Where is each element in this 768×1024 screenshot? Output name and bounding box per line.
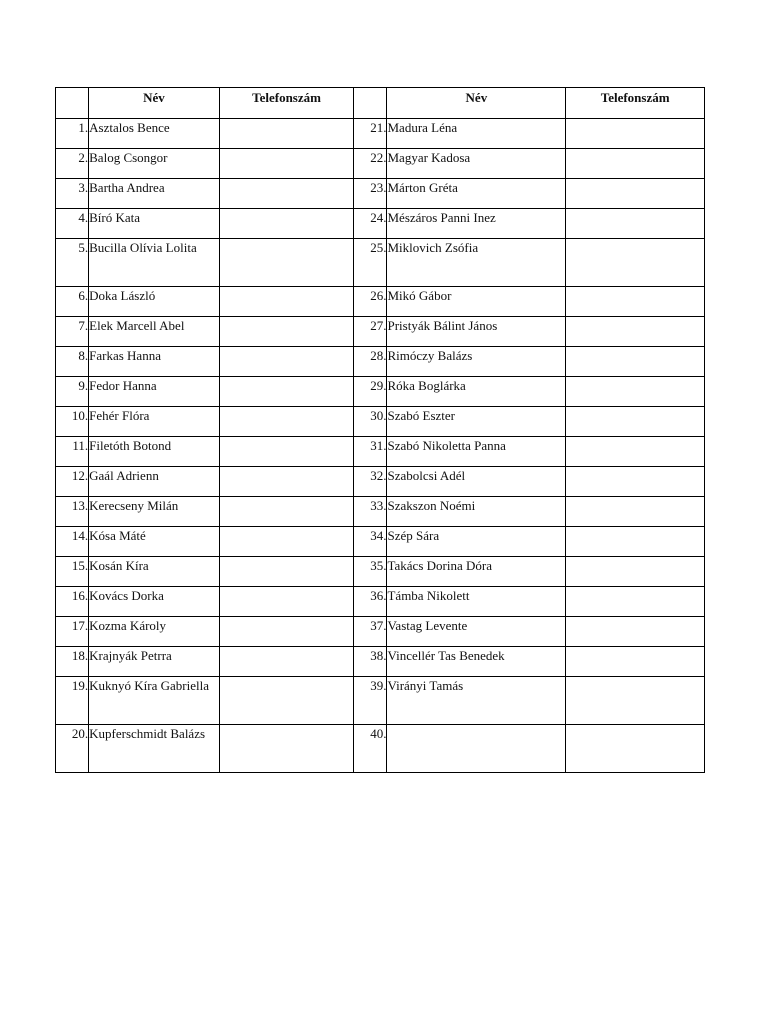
student-name-right: Rimóczy Balázs bbox=[387, 347, 566, 377]
student-name-left: Krajnyák Petrra bbox=[89, 647, 220, 677]
row-number-right: 32. bbox=[354, 467, 387, 497]
student-name-right: Magyar Kadosa bbox=[387, 149, 566, 179]
phone-cell-right bbox=[566, 179, 705, 209]
phone-cell-left bbox=[219, 557, 354, 587]
row-number-right: 23. bbox=[354, 179, 387, 209]
row-number-right: 31. bbox=[354, 437, 387, 467]
table-row bbox=[56, 287, 705, 317]
phone-cell-left bbox=[219, 497, 354, 527]
phone-cell-left bbox=[219, 209, 354, 239]
row-number-right: 38. bbox=[354, 647, 387, 677]
student-name-right: Virányi Tamás bbox=[387, 677, 566, 725]
row-number-left: 5. bbox=[56, 239, 89, 287]
student-name-right bbox=[387, 725, 566, 773]
student-name-right: Vastag Levente bbox=[387, 617, 566, 647]
row-number-right: 26. bbox=[354, 287, 387, 317]
header-name-right: Név bbox=[387, 88, 566, 119]
row-number-left: 19. bbox=[56, 677, 89, 725]
row-number-left: 8. bbox=[56, 347, 89, 377]
row-number-right: 30. bbox=[354, 407, 387, 437]
student-name-left: Gaál Adrienn bbox=[89, 467, 220, 497]
header-name-left: Név bbox=[89, 88, 220, 119]
phone-cell-right bbox=[566, 287, 705, 317]
student-name-right: Szabolcsi Adél bbox=[387, 467, 566, 497]
table-row bbox=[56, 587, 705, 617]
header-row bbox=[56, 88, 705, 119]
row-number-left: 4. bbox=[56, 209, 89, 239]
row-number-right: 28. bbox=[354, 347, 387, 377]
phone-cell-left bbox=[219, 587, 354, 617]
table-row bbox=[56, 677, 705, 725]
header-number-left bbox=[56, 88, 89, 119]
phone-cell-left bbox=[219, 437, 354, 467]
student-name-right: Takács Dorina Dóra bbox=[387, 557, 566, 587]
phone-cell-right bbox=[566, 149, 705, 179]
row-number-left: 12. bbox=[56, 467, 89, 497]
phone-cell-right bbox=[566, 497, 705, 527]
phone-cell-left bbox=[219, 467, 354, 497]
phone-cell-right bbox=[566, 527, 705, 557]
student-name-left: Kovács Dorka bbox=[89, 587, 220, 617]
phone-cell-right bbox=[566, 677, 705, 725]
row-number-left: 3. bbox=[56, 179, 89, 209]
student-name-left: Bucilla Olívia Lolita bbox=[89, 239, 220, 287]
row-number-left: 15. bbox=[56, 557, 89, 587]
student-name-right: Szabó Eszter bbox=[387, 407, 566, 437]
student-name-right: Szép Sára bbox=[387, 527, 566, 557]
row-number-right: 29. bbox=[354, 377, 387, 407]
table-row bbox=[56, 377, 705, 407]
phone-cell-right bbox=[566, 317, 705, 347]
student-name-left: Asztalos Bence bbox=[89, 119, 220, 149]
row-number-left: 13. bbox=[56, 497, 89, 527]
row-number-left: 14. bbox=[56, 527, 89, 557]
row-number-left: 7. bbox=[56, 317, 89, 347]
phone-cell-right bbox=[566, 647, 705, 677]
table-row bbox=[56, 527, 705, 557]
student-name-left: Kupferschmidt Balázs bbox=[89, 725, 220, 773]
phone-cell-left bbox=[219, 239, 354, 287]
header-number-right bbox=[354, 88, 387, 119]
phone-cell-left bbox=[219, 119, 354, 149]
student-name-right: Mészáros Panni Inez bbox=[387, 209, 566, 239]
row-number-left: 11. bbox=[56, 437, 89, 467]
phone-cell-right bbox=[566, 209, 705, 239]
class-roster-table bbox=[55, 87, 705, 773]
phone-cell-right bbox=[566, 119, 705, 149]
row-number-right: 33. bbox=[354, 497, 387, 527]
phone-cell-right bbox=[566, 377, 705, 407]
student-name-left: Doka László bbox=[89, 287, 220, 317]
row-number-right: 25. bbox=[354, 239, 387, 287]
table-row bbox=[56, 617, 705, 647]
row-number-left: 17. bbox=[56, 617, 89, 647]
table-row bbox=[56, 317, 705, 347]
table-row bbox=[56, 239, 705, 287]
phone-cell-right bbox=[566, 725, 705, 773]
student-name-right: Vincellér Tas Benedek bbox=[387, 647, 566, 677]
student-name-left: Kozma Károly bbox=[89, 617, 220, 647]
row-number-left: 10. bbox=[56, 407, 89, 437]
phone-cell-left bbox=[219, 179, 354, 209]
student-name-right: Mikó Gábor bbox=[387, 287, 566, 317]
student-name-left: Balog Csongor bbox=[89, 149, 220, 179]
student-name-left: Elek Marcell Abel bbox=[89, 317, 220, 347]
row-number-left: 2. bbox=[56, 149, 89, 179]
phone-cell-left bbox=[219, 377, 354, 407]
row-number-right: 37. bbox=[354, 617, 387, 647]
student-name-right: Pristyák Bálint János bbox=[387, 317, 566, 347]
row-number-left: 1. bbox=[56, 119, 89, 149]
phone-cell-right bbox=[566, 617, 705, 647]
row-number-left: 6. bbox=[56, 287, 89, 317]
student-name-left: Fehér Flóra bbox=[89, 407, 220, 437]
phone-cell-left bbox=[219, 527, 354, 557]
table-row bbox=[56, 119, 705, 149]
student-name-right: Szakszon Noémi bbox=[387, 497, 566, 527]
row-number-right: 36. bbox=[354, 587, 387, 617]
phone-cell-left bbox=[219, 149, 354, 179]
student-name-left: Fedor Hanna bbox=[89, 377, 220, 407]
table-row bbox=[56, 497, 705, 527]
table-row bbox=[56, 407, 705, 437]
row-number-right: 35. bbox=[354, 557, 387, 587]
row-number-right: 24. bbox=[354, 209, 387, 239]
row-number-left: 20. bbox=[56, 725, 89, 773]
table-row bbox=[56, 347, 705, 377]
table-row bbox=[56, 647, 705, 677]
phone-cell-left bbox=[219, 407, 354, 437]
phone-cell-right bbox=[566, 557, 705, 587]
table-row bbox=[56, 209, 705, 239]
phone-cell-left bbox=[219, 617, 354, 647]
student-name-left: Bartha Andrea bbox=[89, 179, 220, 209]
phone-cell-right bbox=[566, 467, 705, 497]
phone-cell-left bbox=[219, 647, 354, 677]
row-number-right: 21. bbox=[354, 119, 387, 149]
phone-cell-left bbox=[219, 347, 354, 377]
student-name-right: Madura Léna bbox=[387, 119, 566, 149]
phone-cell-right bbox=[566, 407, 705, 437]
table-row bbox=[56, 179, 705, 209]
student-name-left: Kuknyó Kíra Gabriella bbox=[89, 677, 220, 725]
phone-cell-right bbox=[566, 437, 705, 467]
header-phone-left: Telefonszám bbox=[219, 88, 354, 119]
phone-cell-right bbox=[566, 239, 705, 287]
student-name-right: Miklovich Zsófia bbox=[387, 239, 566, 287]
phone-cell-left bbox=[219, 287, 354, 317]
phone-cell-right bbox=[566, 347, 705, 377]
row-number-right: 34. bbox=[354, 527, 387, 557]
header-phone-right: Telefonszám bbox=[566, 88, 705, 119]
student-name-left: Filetóth Botond bbox=[89, 437, 220, 467]
row-number-left: 16. bbox=[56, 587, 89, 617]
row-number-right: 39. bbox=[354, 677, 387, 725]
phone-cell-left bbox=[219, 317, 354, 347]
student-name-right: Márton Gréta bbox=[387, 179, 566, 209]
table-row bbox=[56, 467, 705, 497]
student-name-right: Támba Nikolett bbox=[387, 587, 566, 617]
student-name-left: Bíró Kata bbox=[89, 209, 220, 239]
table-row bbox=[56, 149, 705, 179]
student-name-right: Róka Boglárka bbox=[387, 377, 566, 407]
phone-cell-right bbox=[566, 587, 705, 617]
student-name-left: Farkas Hanna bbox=[89, 347, 220, 377]
phone-cell-left bbox=[219, 725, 354, 773]
table-row bbox=[56, 437, 705, 467]
row-number-right: 40. bbox=[354, 725, 387, 773]
student-name-left: Kerecseny Milán bbox=[89, 497, 220, 527]
row-number-right: 27. bbox=[354, 317, 387, 347]
row-number-left: 9. bbox=[56, 377, 89, 407]
student-name-right: Szabó Nikoletta Panna bbox=[387, 437, 566, 467]
phone-cell-left bbox=[219, 677, 354, 725]
table-row bbox=[56, 725, 705, 773]
roster-body bbox=[56, 119, 705, 773]
row-number-right: 22. bbox=[354, 149, 387, 179]
row-number-left: 18. bbox=[56, 647, 89, 677]
student-name-left: Kosán Kíra bbox=[89, 557, 220, 587]
table-row bbox=[56, 557, 705, 587]
student-name-left: Kósa Máté bbox=[89, 527, 220, 557]
